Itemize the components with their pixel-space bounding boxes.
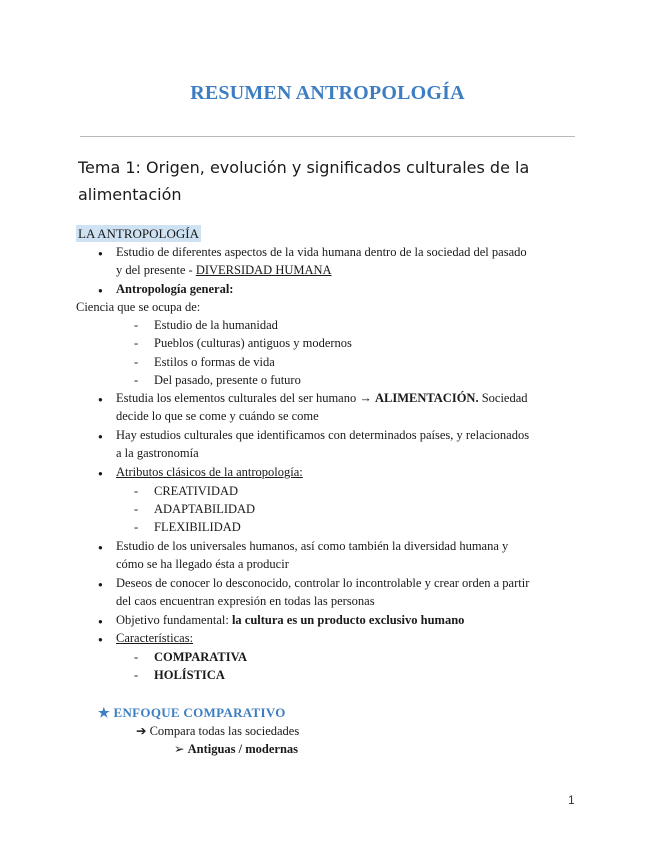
bullet-text — [116, 612, 464, 629]
list-item: CREATIVIDAD — [154, 484, 239, 498]
bullet-dot: ● — [98, 469, 103, 478]
bullet-text: Deseos de conocer lo desconocido, controlar lo incontrolable y crear orden a partir — [116, 576, 530, 590]
bullet-dot: ● — [98, 249, 103, 258]
dash-marker: - — [134, 336, 139, 350]
text-fragment: Sociedad — [478, 391, 528, 405]
bold-term: la cultura es un producto exclusivo humano — [231, 613, 465, 627]
arrowhead-icon: ➢ — [174, 742, 185, 756]
bullet-text — [116, 390, 528, 407]
horizontal-rule — [80, 136, 575, 137]
section-label: LA ANTROPOLOGÍA — [78, 226, 199, 241]
bullet-dot: ● — [98, 432, 103, 441]
list-item: ADAPTABILIDAD — [154, 502, 256, 516]
bullet-text: Hay estudios culturales que identificamos con determinados países, y relacionados — [116, 428, 530, 442]
dash-marker: - — [134, 355, 139, 369]
dash-marker: - — [134, 373, 139, 387]
bullet-dot: ● — [98, 635, 103, 644]
bold-term: ALIMENTACIÓN. — [374, 391, 479, 405]
bullet-dot: ● — [98, 617, 103, 626]
bullet-text: Estudio de diferentes aspectos de la vida humana dentro de la sociedad del pasado — [116, 245, 527, 259]
bold-term: COMPARATIVA — [154, 650, 248, 664]
bullet-dot: ● — [98, 580, 103, 589]
dash-marker: - — [134, 650, 139, 664]
dash-marker: - — [134, 318, 139, 332]
bullet-text — [116, 262, 332, 279]
bullet-dot: ● — [98, 543, 103, 552]
bold-term: HOLÍSTICA — [154, 668, 225, 682]
text-fragment: Estudia los elementos culturales del ser humano → — [116, 391, 375, 405]
bullet-text: a la gastronomía — [116, 446, 199, 460]
text-fragment: y del presente - — [116, 263, 196, 277]
dash-marker: - — [134, 502, 139, 516]
arrow-item: ➔ Compara todas las sociedades — [136, 724, 300, 738]
dash-marker: - — [134, 484, 139, 498]
underlined-term: DIVERSIDAD HUMANA — [195, 263, 332, 277]
arrow-subitem — [174, 741, 298, 758]
bullet-dot: ● — [98, 395, 103, 404]
bullet-text: cómo se ha llegado ésta a producir — [116, 557, 289, 571]
bullet-text — [116, 281, 233, 298]
list-item: Pueblos (culturas) antiguos y modernos — [154, 336, 352, 350]
bold-term: Antiguas / modernas — [187, 742, 299, 756]
document-title: RESUMEN ANTROPOLOGÍA — [190, 82, 465, 104]
list-item — [154, 667, 225, 684]
dash-marker: - — [134, 520, 139, 534]
list-item: Estilos o formas de vida — [154, 355, 275, 369]
bold-term: Antropología general: — [116, 282, 234, 296]
bullet-dot: ● — [98, 286, 103, 295]
bullet-text: Atributos clásicos de la antropología: — [116, 465, 303, 479]
list-item: FLEXIBILIDAD — [154, 520, 241, 534]
list-item: Del pasado, presente o futuro — [154, 373, 301, 387]
bullet-text: decide lo que se come y cuándo se come — [116, 409, 319, 423]
paragraph-text: Ciencia que se ocupa de: — [76, 300, 201, 314]
list-item: Estudio de la humanidad — [154, 318, 278, 332]
list-item — [154, 649, 247, 666]
dash-marker: - — [134, 668, 139, 682]
bullet-text: del caos encuentran expresión en todas las personas — [116, 594, 375, 608]
text-fragment: Objetivo fundamental: — [116, 613, 232, 627]
topic-heading: Tema 1: Origen, evolución y significados culturales de la alimentación — [78, 158, 530, 204]
bullet-text: Características: — [116, 631, 194, 645]
bullet-text: Estudio de los universales humanos, así como también la diversidad humana y — [116, 539, 509, 553]
subsection-heading: ★ ENFOQUE COMPARATIVO — [98, 705, 286, 720]
page-number: 1 — [568, 793, 575, 807]
